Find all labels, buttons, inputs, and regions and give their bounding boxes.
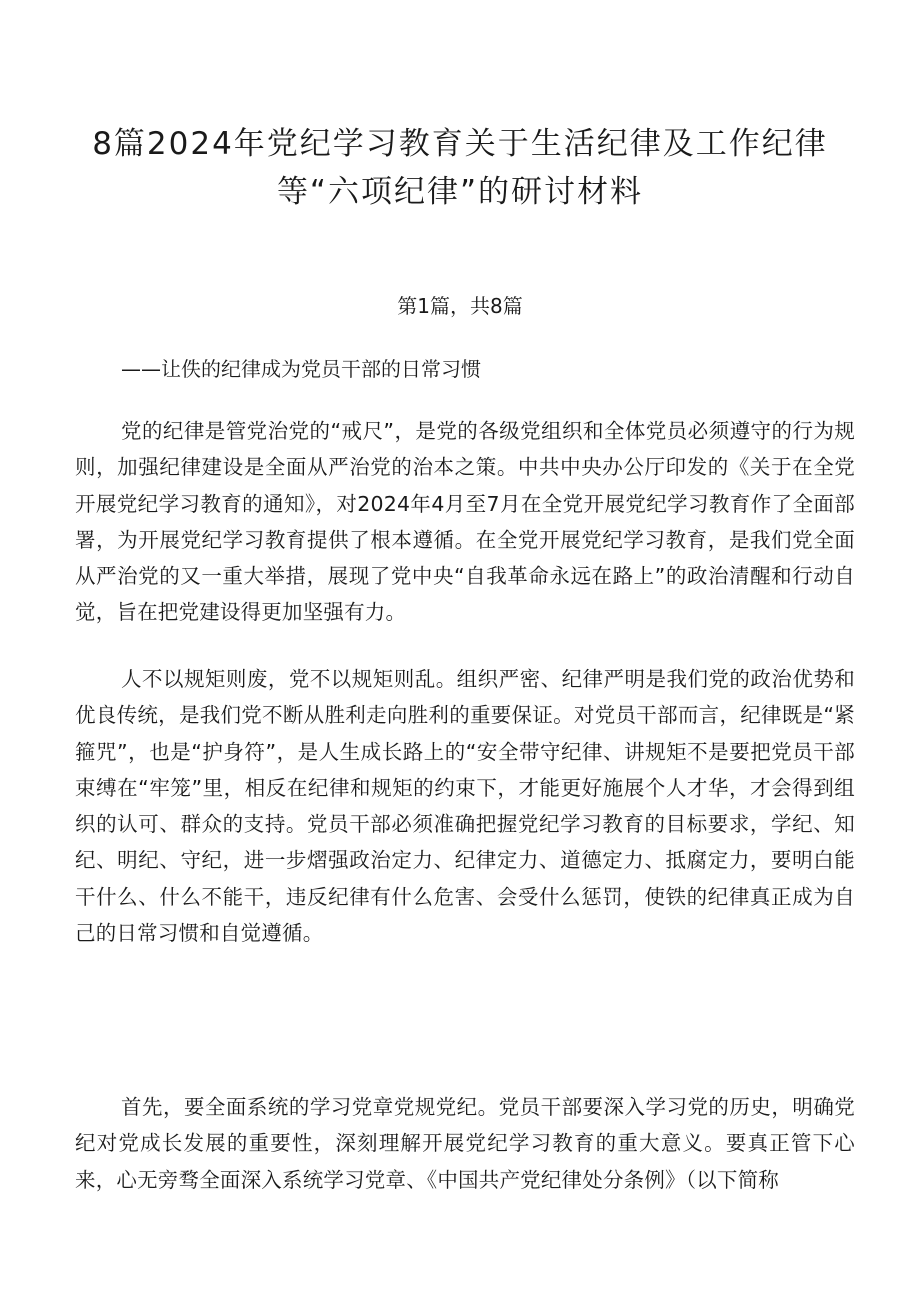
paragraph-1: 党的纪律是管党治党的“戒尺”，是党的各级党组织和全体党员必须遵守的行为规则，加强纪律建设是全面从严治党的治本之策。中共中央办公厅印发的《关于在全党开展党纪学习教育的通知》，对2024年4月至7月在全党开展党纪学习教育作了全面部署，为开展党纪学习教育提供了根本遵循。在全党开展党纪学习教育，是我们党全面从严治党的又一重大举措，展现了党中央“自我革命永远在路上”的政治清醒和行动自觉，旨在把党建设得更加坚强有力。 [75,419,855,625]
article-subtitle: ——让佚的纪律成为党员干部的日常习惯 [121,357,481,381]
paragraph-2: 人不以规矩则废，党不以规矩则乱。组织严密、纪律严明是我们党的政治优势和优良传统，是我们党不断从胜利走向胜利的重要保证。对党员干部而言，纪律既是“紧箍咒”，也是“护身符”，是人生成长路上的“安全带守纪律、讲规矩不是要把党员干部束缚在“牢笼”里，相反在纪律和规矩的约束下，才能更好施展个人才华，才会得到组织的认可、群众的支持。党员干部必须准确把握党纪学习教育的目标要求，学纪、知纪、明纪、守纪，进一步熠强政治定力、纪律定力、道德定力、抵腐定力，要明白能干什么、什么不能干，违反纪律有什么危害、会受什么惩罚，使铁的纪律真正成为自己的日常习惯和自觉遵循。 [75,667,855,946]
document-title-line-1: 8篇2024年党纪学习教育关于生活纪律及工作纪律 [92,126,828,162]
document-title-line-2: 等“六项纪律”的研讨材料 [276,174,644,210]
part-label: 第1篇，共8篇 [397,294,523,318]
paragraph-3: 首先，要全面系统的学习党章党规党纪。党员干部要深入学习党的历史，明确党纪对党成长发展的重要性，深刻理解开展党纪学习教育的重大意义。要真正管下心来，心无旁骛全面深入系统学习党章、《中国共产党纪律处分条例》（以下简称 [75,1095,855,1192]
